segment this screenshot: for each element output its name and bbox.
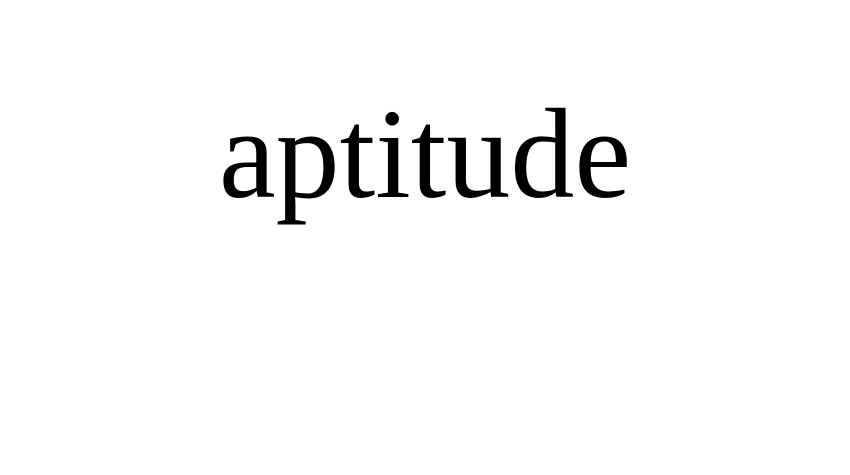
main-word: aptitude: [218, 83, 632, 225]
